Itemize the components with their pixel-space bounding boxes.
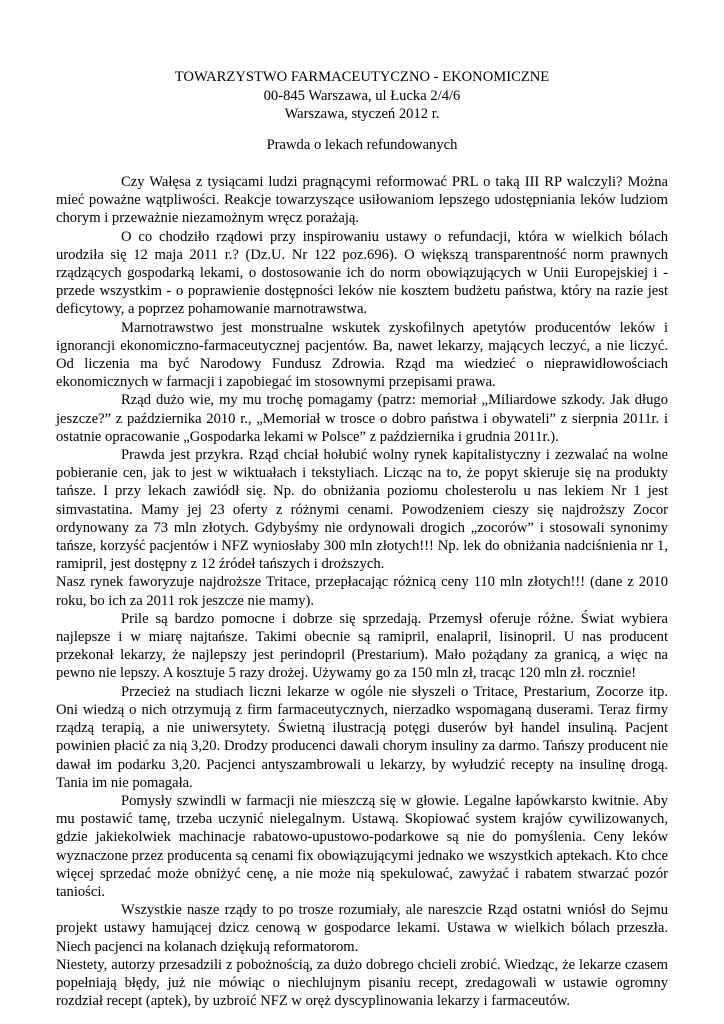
paragraph: Rząd dużo wie, my mu trochę pomagamy (patrz: memoriał „Miliardowe szkody. Jak długo jeszcze?” z października 2010 r., „Memoriał w trosce o dobro państwa i obywateli” z sierpnia 2011r. i ostatnie opracowanie „Gospodarka lekami w Polsce” z października i grudnia 2011r.). <box>56 392 668 445</box>
document-header <box>0 68 724 124</box>
paragraph: Prawda jest przykra. Rząd chciał hołubić wolny rynek kapitalistyczny i zezwalać na wolne pobieranie cen, jak to jest w wiktuałach i tekstyliach. Licząc na to, że popyt skieruje się na produkty tańsze. I przy lekach zawiódł się. Np. do obniżania poziomu cholesterolu u nas lekiem Nr 1 jest simvastatina. Mamy jej 23 oferty z różnymi cenami. Powodzeniem cieszy się najdroższy Zocor ordynowany za 73 mln złotych. Gdybyśmy nie ordynowali drogich „zocorów” i stosowali synonimy tańsze, korzyść pacjentów i NFZ wyniosłaby 300 mln złotych!!! Np. lek do obniżania nadciśnienia nr 1, ramipril, jest dostępny z 12 źródeł tańszych i droższych. <box>56 447 668 573</box>
paragraph: Niestety, autorzy przesadzili z pobożnością, za dużo dobrego chcieli zrobić. Wiedząc, że lekarze czasem popełniają błędy, już nie mówiąc o niechlujnym pisaniu recept, zredagowali w ustawie ogromny rozdział recept (aptek), by uzbroić NFZ w oręż dyscyplinowania lekarzy i farmaceutów. <box>56 956 668 1010</box>
paragraph: Pomysły szwindli w farmacji nie mieszczą się w głowie. Legalne łapówkarsto kwitnie. Aby mu postawić tamę, trzeba uczynić nielegalnym. Ustawą. Skopiować system krajów cywilizowanych, gdzie jakiekolwiek machinacje rabatowo-upustowo-podarkowe są nie do pomyślenia. Ceny leków wyznaczone przez producenta są cenami fix obowiązującymi jednako we wszystkich aptekach. Kto chce więcej sprzedać może obniżyć cenę, a nie może nią spekulować, zawyżać i rabatem stwarzać pozór taniości. <box>56 792 668 900</box>
document-body <box>56 173 668 1010</box>
organization-name: TOWARZYSTWO FARMACEUTYCZNO - EKONOMICZNE <box>174 69 550 85</box>
paragraph: O co chodziło rządowi przy inspirowaniu ustawy o refundacji, która w wielkich bólach urodziła się 12 maja 2011 r.? (Dz.U. Nr 122 poz.696). O większą transparentność norm prawnych rządzących gospodarką lekami, o dostosowanie ich do norm obowiązujących w Unii Europejskiej i - przede wszystkim - o poprawienie dostępności leków nie kosztem budżetu państwa, który na razie jest deficytowy, a poprzez pohamowanie marnotrawstwa. <box>56 228 668 318</box>
paragraph: Czy Wałęsa z tysiącami ludzi pragnącymi reformować PRL o taką III RP walczyli? Można mieć poważne wątpliwości. Reakcje towarzyszące usiłowaniom lepszego udostępniania leków ludziom chorym i przeważnie niezamożnym wręcz porażają. <box>56 174 668 227</box>
organization-address: 00-845 Warszawa, ul Łucka 2/4/6 <box>263 87 461 104</box>
paragraph: Prile są bardzo pomocne i dobrze się sprzedają. Przemysł oferuje różne. Świat wybiera najlepsze i w miarę najtańsze. Takimi obecnie są ramipril, enalapril, lisinopril. U nas producent przekonał lekarzy, że najlepszy jest perindopril (Prestarium). Mało pożądany za granicą, a więc na pewno nie lepszy. A kosztuje 5 razy drożej. Używamy go za 150 mln zł, tracąc 120 mln zł. rocznie! <box>56 610 668 682</box>
paragraph: Przecież na studiach liczni lekarze w ogóle nie słyszeli o Tritace, Prestarium, Zocorze itp. Oni wiedzą o nich otrzymują z firm farmaceutycznych, nierzadko wspomaganą duserami. Teraz firmy rządzą terapią, a nie uniwersytety. Świetną ilustracją potęgi duserów był handel insuliną. Pacjent powinien płacić za nią 3,20. Drodzy producenci dawali chorym insuliny za darmo. Tańszy producent nie dawał im podarku 3,20. Pacjenci antyszambrowali u lekarzy, by wyłudzić recepty na insulinę drogą. Tania im nie pomagała. <box>56 683 668 791</box>
document-title: Prawda o lekach refundowanych <box>266 137 458 153</box>
place-and-date: Warszawa, styczeń 2012 r. <box>284 106 440 123</box>
paragraph: Marnotrawstwo jest monstrualne wskutek zyskofilnych apetytów producentów leków i ignorancji ekonomiczno-farmaceutycznej pacjentów. Ba, nawet lekarzy, mających leczyć, a nie liczyć. Od liczenia ma być Narodowy Fundusz Zdrowia. Rząd ma wiedzieć o nieprawidłowościach ekonomicznych w farmacji i zapobiegać im stosownymi przepisami prawa. <box>56 319 668 391</box>
paragraph: Nasz rynek faworyzuje najdroższe Tritace, przepłacając różnicą ceny 110 mln złotych!!! (dane z 2010 roku, bo ich za 2011 rok jeszcze nie mamy). <box>56 574 668 609</box>
paragraph: Wszystkie nasze rządy to po trosze rozumiały, ale nareszcie Rząd ostatni wniósł do Sejmu projekt ustawy hamującej dzicz cenową w gospodarce lekami. Ustawa w wielkich bólach przeszła. Niech pacjenci na kolanach dziękują reformatorom. <box>56 902 668 955</box>
